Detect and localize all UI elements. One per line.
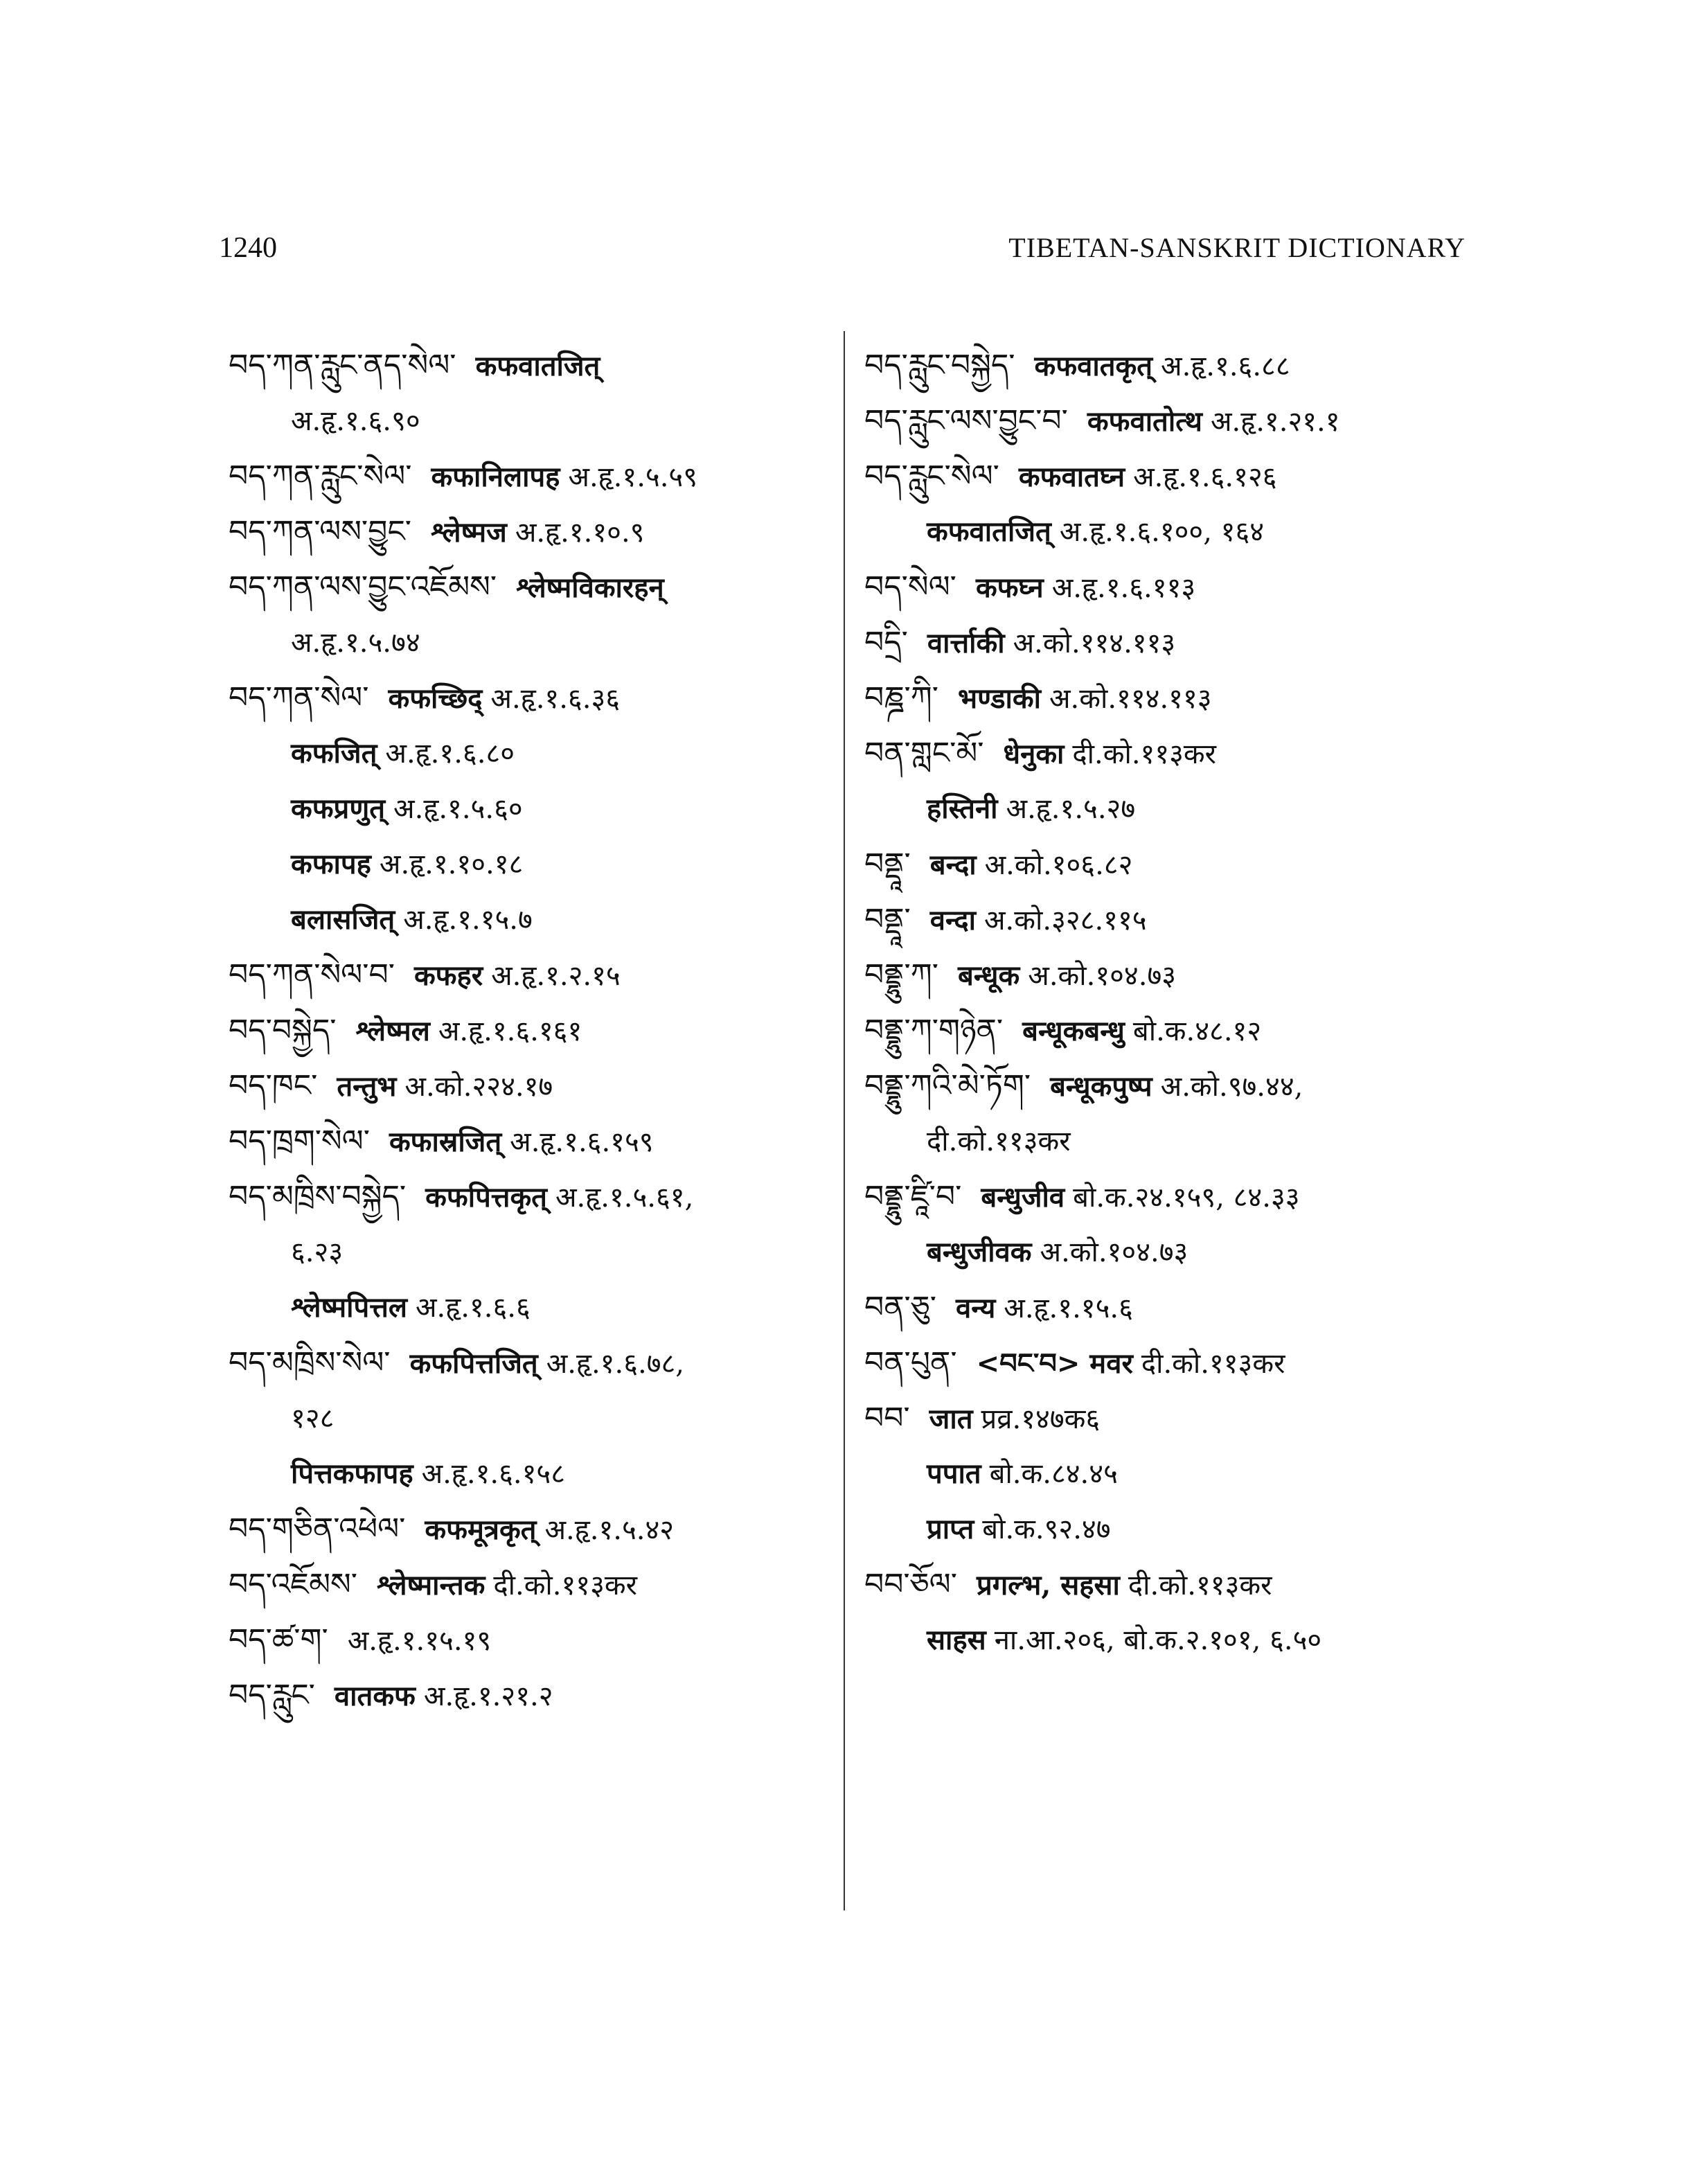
source-reference: दी.को.११३कर [1128,1570,1272,1601]
dictionary-entry [864,726,1488,781]
source-reference: प्रव्र.१४७क६ [981,1403,1101,1435]
tibetan-headword: བད་ཁྲག་སེལ་ [229,1124,370,1159]
page-header [219,231,1466,273]
source-reference: अ.हृ.१.६.१२६ [1133,461,1277,493]
dictionary-entry [864,1557,1488,1613]
source-reference: अ.हृ.१.६.१६१ [438,1015,582,1047]
source-reference: अ.हृ.१.५.५९ [568,461,698,493]
sanskrit-equivalent: कफवातकृत् [1034,350,1153,382]
tibetan-headword: བད་ཀན་ལས་བྱུང་ [229,514,411,549]
sanskrit-equivalent: कफच्छिद् [388,682,483,715]
sanskrit-equivalent: कफास्रजित् [389,1126,502,1158]
tibetan-headword: བད་ཀན་སེལ་བ་ [229,957,395,993]
tibetan-headword: བད་མཁྲིས་བསྐྱེད་ [229,1179,407,1214]
entry-continuation [229,393,838,449]
tibetan-headword: བནྡྷུ་ཀ་ [864,957,939,993]
tibetan-headword: བཎྜ་ཀི་ [864,680,939,716]
sanskrit-equivalent: कफघ्न [975,571,1044,604]
dictionary-entry [864,892,1488,948]
source-reference: अ.हृ.१.५.६० [393,793,523,825]
source-reference: अ.हृ.१.६.११३ [1051,572,1196,604]
sanskrit-equivalent: वार्त्ताकी [927,627,1005,659]
sanskrit-equivalent: जात [929,1403,973,1435]
entry-continuation [864,1225,1488,1280]
entry-continuation [229,1391,838,1446]
source-reference: अ.हृ.१.६.१५८ [421,1458,566,1490]
dictionary-entry [229,560,838,615]
source-reference: बो.क.८४.४५ [989,1458,1118,1490]
sanskrit-equivalent: वन्दा [929,904,976,936]
source-reference: बो.क.२४.१५९, ८४.३३ [1073,1182,1300,1214]
tibetan-headword: བནྡྷུ་ཛཱི་བ་ [864,1179,962,1214]
page-number: 1240 [219,232,277,264]
column-divider [844,331,845,1910]
entry-continuation [864,1446,1488,1502]
sanskrit-equivalent: धेनुका [1003,738,1065,770]
dictionary-entry [229,1058,838,1114]
entry-continuation [229,1225,838,1280]
tibetan-headword: བད་ཀན་རླུང་སེལ་ [229,459,412,494]
source-reference: अ.हृ.१.६.१००, १६४ [1059,516,1265,548]
tibetan-headword: བད་ཀན་སེལ་ [229,680,369,716]
dictionary-entry [864,1391,1488,1446]
source-reference: अ.हृ.१.१५.६ [1004,1293,1133,1324]
sanskrit-equivalent: बन्दा [929,849,977,881]
sanskrit-equivalent: पित्तकफापह [291,1457,413,1490]
tibetan-headword: བན་གླང་མོ་ [864,736,984,771]
source-reference: अ.हृ.१.५.६१, [555,1182,694,1214]
source-reference: ना.आ.२०६, बो.क.२.१०१, ६.५० [994,1624,1322,1656]
dictionary-entry [864,1003,1488,1058]
tibetan-headword: བནྡཱ་ [864,902,911,937]
source-reference: अ.हृ.१.६.१५९ [510,1126,654,1158]
sanskrit-equivalent: श्लेष्मल [355,1015,430,1047]
dictionary-entry [229,338,838,393]
source-reference: अ.हृ.१.६.७८, [546,1348,685,1380]
sanskrit-equivalent: कफवातघ्न [1018,461,1125,493]
dictionary-entry [229,948,838,1003]
source-reference: अ.को.९७.४४, [1160,1071,1303,1103]
tibetan-headword: བད་ཀན་རླུང་ནད་སེལ་ [229,348,456,383]
sanskrit-equivalent: कफप्रणुत् [291,792,386,825]
tibetan-headword: བད་གཅིན་འཕེལ་ [229,1511,406,1547]
dictionary-entry [229,1003,838,1058]
sanskrit-equivalent: कफवातजित् [927,515,1051,548]
dictionary-entry [864,671,1488,726]
sanskrit-equivalent: बन्धूक [958,959,1020,992]
tibetan-headword: བད་རླུང་བསྐྱེད་ [864,348,1015,383]
sanskrit-equivalent: तन्तुभ [337,1070,397,1103]
source-reference: दी.को.११३कर [1141,1348,1285,1380]
source-reference: अ.को.११४.११३ [1013,628,1176,659]
dictionary-entry [229,449,838,504]
sanskrit-equivalent: श्लेष्मान्तक [377,1569,486,1601]
sanskrit-equivalent: बन्धुजीवक [927,1236,1032,1268]
sanskrit-equivalent: बन्धूकपुष्प [1050,1070,1152,1103]
entry-continuation [229,726,838,781]
sanskrit-equivalent: कफानिलापह [431,461,560,493]
source-reference: अ.को.३२८.११५ [984,905,1147,936]
source-reference: अ.को.२२४.१७ [404,1071,553,1103]
tibetan-headword: བད་མཁྲིས་སེལ་ [229,1345,391,1380]
source-reference: अ.हृ.१.१५.१९ [347,1625,492,1657]
running-title: TIBETAN-SANSKRIT DICTIONARY [1008,232,1466,263]
source-reference: अ.हृ.१.६.९० [291,405,420,437]
sanskrit-equivalent: श्लेष्मपित्तल [291,1291,407,1324]
dictionary-entry [864,837,1488,892]
source-reference: अ.हृ.१.६.८८ [1161,350,1290,382]
source-reference: दी.को.११३कर [927,1126,1071,1157]
tibetan-headword: བནྡཱ་ [864,846,911,882]
dictionary-entry [229,1335,838,1391]
source-reference: बो.क.९२.४७ [982,1513,1111,1545]
source-reference: अ.को.१०४.७३ [1028,960,1177,992]
dictionary-entry [229,671,838,726]
source-reference: अ.हृ.१.५.७४ [291,627,420,659]
tibetan-headword: བབ་ཅོལ་ [864,1567,957,1602]
source-reference: ६.२३ [291,1236,344,1268]
sanskrit-equivalent: कफापह [291,848,371,880]
dictionary-entry [864,1335,1488,1391]
entry-continuation [229,615,838,671]
sanskrit-equivalent: कफहर [413,959,483,992]
dictionary-entry [864,1169,1488,1225]
entry-continuation [864,504,1488,560]
sanskrit-equivalent: वन्य [956,1292,996,1324]
tibetan-headword: བད་སེལ་ [864,569,956,605]
tibetan-headword: བནྡྷུ་ཀའི་མེ་ཏོག་ [864,1068,1031,1103]
entry-continuation [229,781,838,837]
source-reference: दी.को.११३कर [1072,738,1217,770]
entry-continuation [864,1114,1488,1169]
source-reference: अ.हृ.१.५.४२ [544,1514,675,1546]
entry-continuation [229,892,838,948]
sanskrit-equivalent: वातकफ [334,1680,416,1712]
tibetan-headword: བད་བསྐྱེད་ [229,1013,337,1048]
dictionary-entry [229,504,838,560]
dictionary-entry [864,1058,1488,1114]
sanskrit-equivalent: कफपित्तजित् [409,1347,538,1380]
source-reference: १२८ [291,1403,335,1435]
dictionary-entry [864,393,1488,449]
dictionary-entry [864,338,1488,393]
source-reference: अ.हृ.१.१५.७ [403,904,533,936]
tibetan-headword: བན་ཅུ་ [864,1290,937,1325]
source-reference: दी.को.११३कर [493,1570,637,1601]
source-reference: अ.को.१०४.७३ [1040,1236,1188,1268]
sanskrit-equivalent: <བང་བ> मवर [976,1347,1133,1380]
left-column [229,338,838,1723]
sanskrit-equivalent: भण्डाकी [958,682,1041,715]
tibetan-headword: བད་རླུང་ [229,1678,315,1713]
source-reference: अ.हृ.१.६.८० [385,738,515,770]
dictionary-entry [229,1114,838,1169]
source-reference: अ.हृ.१.६.३६ [490,683,621,715]
dictionary-entry [864,948,1488,1003]
source-reference: अ.हृ.१.५.२७ [1006,793,1136,825]
entry-continuation [864,1502,1488,1557]
dictionary-entry [229,1169,838,1225]
sanskrit-equivalent: प्राप्त [927,1513,974,1545]
dictionary-entry [229,1668,838,1723]
sanskrit-equivalent: श्लेष्मविकारहन् [516,571,664,604]
tibetan-headword: བད་རླུང་སེལ་ [864,459,999,494]
dictionary-entry [229,1502,838,1557]
source-reference: अ.हृ.१.२१.२ [423,1680,553,1712]
entry-continuation [864,1613,1488,1668]
sanskrit-equivalent: श्लेष्मज [431,516,507,549]
right-column [864,338,1488,1668]
sanskrit-equivalent: कफवातोत्थ [1087,405,1202,438]
sanskrit-equivalent: हस्तिनी [927,792,998,825]
sanskrit-equivalent: पपात [927,1457,981,1490]
sanskrit-equivalent: कफमूत्रकृत् [425,1513,537,1546]
entry-continuation [229,1446,838,1502]
sanskrit-equivalent: कफपित्तकृत् [425,1181,547,1214]
tibetan-headword: བད་འཇོམས་ [229,1567,357,1602]
sanskrit-equivalent: कफजित् [291,737,377,770]
source-reference: बो.क.४८.१२ [1132,1015,1262,1047]
sanskrit-equivalent: बन्धुजीव [981,1181,1065,1214]
source-reference: अ.हृ.१.१०.१८ [379,849,524,880]
sanskrit-equivalent: प्रगल्भ, सहसा [976,1569,1120,1601]
tibetan-headword: བད་ཚ་ག་ [229,1622,328,1658]
entry-continuation [229,837,838,892]
dictionary-entry [864,449,1488,504]
tibetan-headword: བན་པུན་ [864,1345,957,1380]
source-reference: अ.हृ.१.२.१५ [491,960,621,992]
source-reference: अ.हृ.१.६.६ [416,1292,531,1324]
tibetan-headword: བད་ཁང་ [229,1068,318,1103]
tibetan-headword: བབ་ [864,1401,910,1436]
entry-continuation [229,1280,838,1335]
entry-continuation [864,781,1488,837]
dictionary-entry [864,1280,1488,1335]
source-reference: अ.हृ.१.१०.९ [515,517,645,549]
sanskrit-equivalent: साहस [927,1624,986,1656]
dictionary-entry [229,1557,838,1613]
sanskrit-equivalent: बन्धूकबन्धु [1022,1015,1125,1047]
sanskrit-equivalent: कफवातजित् [475,350,600,382]
source-reference: अ.हृ.१.२१.१ [1210,406,1340,438]
tibetan-headword: བད་ཀན་ལས་བྱུང་འཇོམས་ [229,569,497,605]
tibetan-headword: བནྡྷུ་ཀ་གཉེན་ [864,1013,1004,1048]
dictionary-entry [864,615,1488,671]
tibetan-headword: བད་རླུང་ལས་བྱུང་བ་ [864,403,1068,438]
source-reference: अ.को.१०६.८२ [984,849,1133,881]
dictionary-entry [229,1613,838,1668]
source-reference: अ.को.११४.११३ [1049,683,1212,715]
tibetan-headword: བདྲི་ [864,625,908,660]
dictionary-entry [864,560,1488,615]
sanskrit-equivalent: बलासजित् [291,903,395,936]
